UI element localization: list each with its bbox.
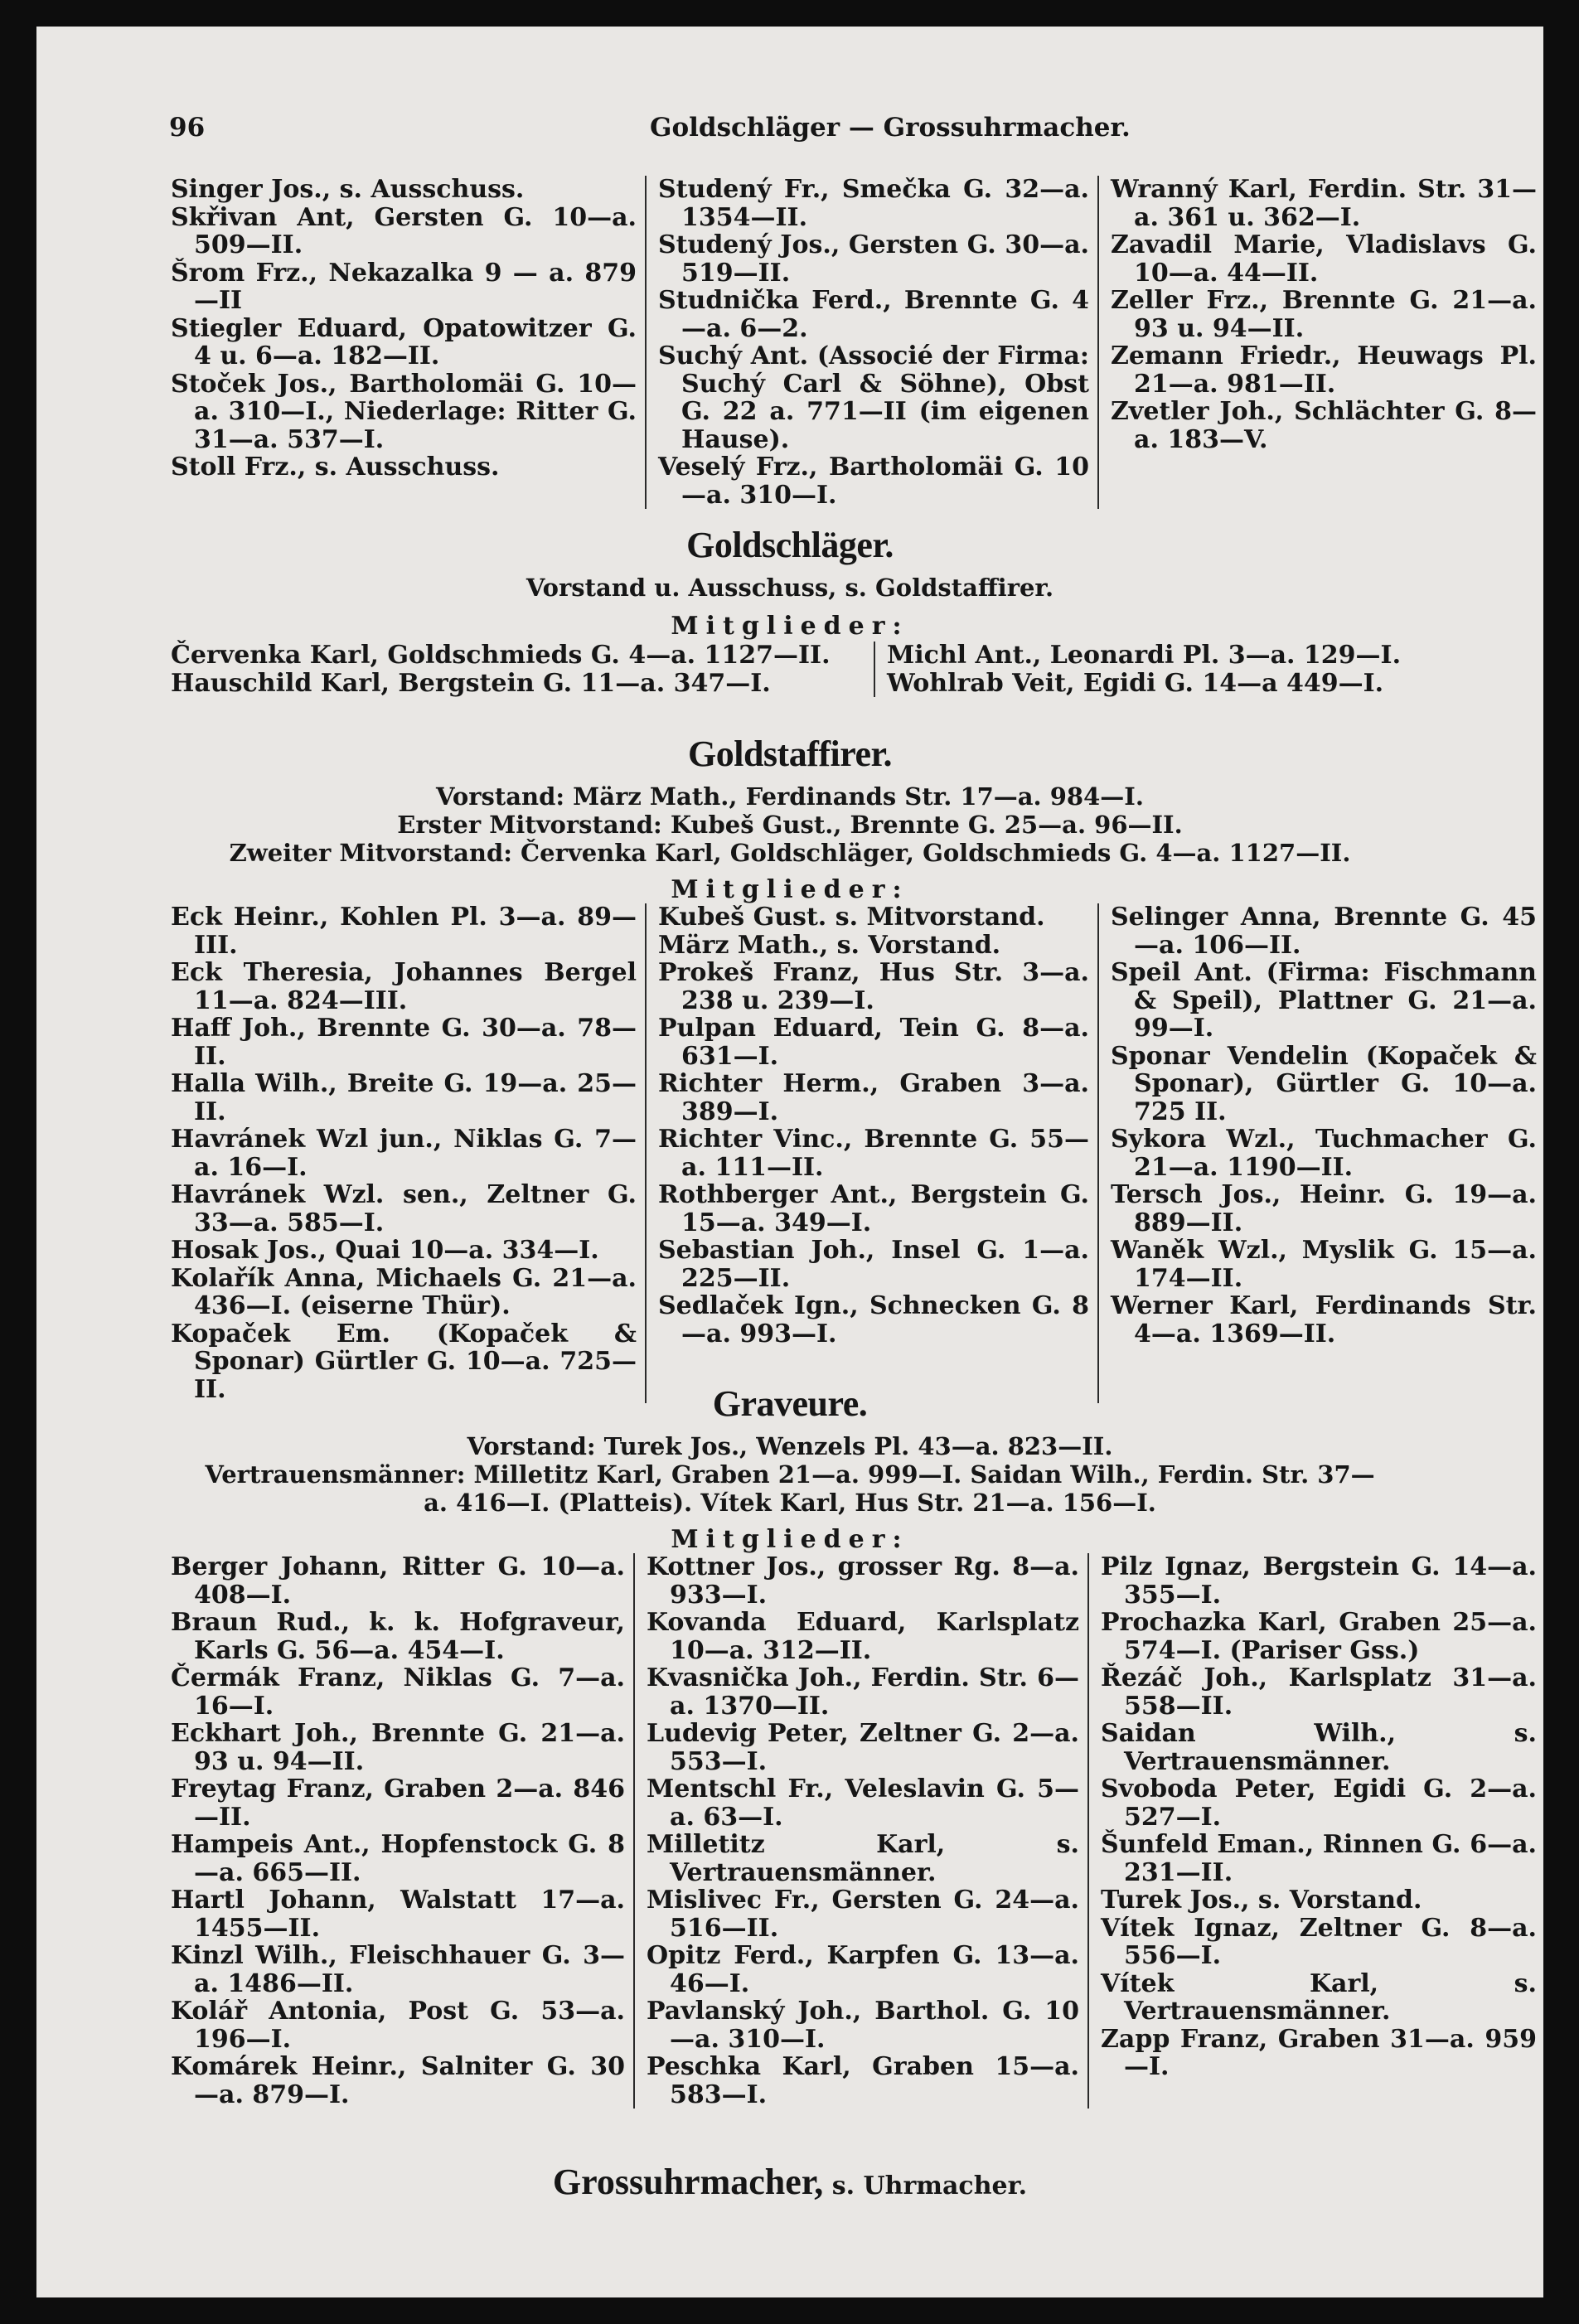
entry: Halla Wilh., Breite G. 19—a. 25—II.	[171, 1069, 637, 1126]
entry: Mentschl Fr., Veleslavin G. 5—a. 63—I.	[647, 1774, 1079, 1832]
footer-cross-reference	[36, 2161, 1543, 2203]
entry: Singer Jos., s. Ausschuss.	[171, 175, 525, 204]
goldstaffirer-erster-mitvorstand: Erster Mitvorstand: Kubeš Gust., Brennte G. 25—a. 96—II.	[397, 811, 1183, 839]
entry: Vítek Ignaz, Zeltner G. 8—a. 556—I.	[1101, 1913, 1537, 1970]
entry: Hauschild Karl, Bergstein G. 11—a. 347—I.	[171, 668, 771, 698]
section-title-goldschlaeger: Goldschläger.	[686, 525, 894, 565]
entry: Kovanda Eduard, Karlsplatz 10—a. 312—II.	[647, 1608, 1079, 1665]
entry: Waněk Wzl., Myslik G. 15—a. 174—II.	[1111, 1236, 1537, 1293]
entry: Šrom Frz., Nekazalka 9 — a. 879—II	[171, 258, 637, 315]
entry: Eckhart Joh., Brennte G. 21—a. 93 u. 94—II.	[171, 1719, 625, 1776]
entry: Kolář Antonia, Post G. 53—a. 196—I.	[171, 1997, 625, 2054]
graveure-vorstand: Vorstand: Turek Jos., Wenzels Pl. 43—a. 823—II.	[467, 1432, 1113, 1460]
entry: Šunfeld Eman., Rinnen G. 6—a. 231—II.	[1101, 1830, 1537, 1887]
entry: Milletitz Karl, s. Vertrauensmänner.	[647, 1830, 1079, 1887]
entry: Sebastian Joh., Insel G. 1—a. 225—II.	[658, 1236, 1089, 1293]
entry: Komárek Heinr., Salniter G. 30—a. 879—I.	[171, 2052, 625, 2109]
entry: Wranný Karl, Ferdin. Str. 31—a. 361 u. 362—I.	[1111, 175, 1537, 232]
graveure-vertrauensmaenner-2: a. 416—I. (Platteis). Vítek Karl, Hus Str. 21—a. 156—I.	[424, 1489, 1156, 1517]
graveure-col-2	[635, 1553, 1089, 2109]
entry: Zeller Frz., Brennte G. 21—a. 93 u. 94—II.	[1111, 286, 1537, 343]
entry: Turek Jos., s. Vorstand.	[1101, 1886, 1422, 1915]
entry: Kinzl Wilh., Fleischhauer G. 3—a. 1486—II.	[171, 1941, 625, 1998]
entry: Červenka Karl, Goldschmieds G. 4—a. 1127—II.	[171, 641, 831, 670]
graveure-col-1	[171, 1553, 635, 2109]
entry: Richter Herm., Graben 3—a. 389—I.	[658, 1069, 1089, 1126]
entry: Kubeš Gust. s. Mitvorstand.	[658, 903, 1045, 932]
goldstaffirer-columns	[171, 903, 1545, 1403]
entry: Berger Johann, Ritter G. 10—a. 408—I.	[171, 1552, 625, 1610]
entry: Braun Rud., k. k. Hofgraveur, Karls G. 56—a. 454—I.	[171, 1608, 625, 1665]
entry: Zapp Franz, Graben 31—a. 959—I.	[1101, 2024, 1537, 2081]
entry: Suchý Ant. (Associé der Firma: Suchý Carl & Söhne), Obst G. 22 a. 771—II (im eigenen Hause).	[658, 341, 1089, 454]
entry: Ludevig Peter, Zeltner G. 2—a. 553—I.	[647, 1719, 1079, 1776]
entry: März Math., s. Vorstand.	[658, 930, 1001, 960]
entry: Stiegler Eduard, Opatowitzer G. 4 u. 6—a. 182—II.	[171, 313, 637, 370]
section-title-goldstaffirer: Goldstaffirer.	[688, 734, 892, 774]
entry: Sponar Vendelin (Kopaček & Sponar), Gürtler G. 10—a. 725 II.	[1111, 1041, 1537, 1126]
entry: Havránek Wzl. sen., Zeltner G. 33—a. 585—I.	[171, 1180, 637, 1237]
entry: Selinger Anna, Brennte G. 45—a. 106—II.	[1111, 903, 1537, 960]
entry: Pavlanský Joh., Barthol. G. 10—a. 310—I.	[647, 1997, 1079, 2054]
entry: Richter Vinc., Brennte G. 55—a. 111—II.	[658, 1125, 1089, 1182]
entry: Řezáč Joh., Karlsplatz 31—a. 558—II.	[1101, 1663, 1537, 1721]
entry: Skřivan Ant, Gersten G. 10—a. 509—II.	[171, 202, 637, 259]
section-title-graveure: Graveure.	[712, 1383, 868, 1424]
goldstaffirer-vorstand: Vorstand: März Math., Ferdinands Str. 17—a. 984—I.	[436, 782, 1144, 811]
entry: Stoček Jos., Bartholomäi G. 10—a. 310—I., Niederlage: Ritter G. 31—a. 537—I.	[171, 369, 637, 454]
entry: Peschka Karl, Graben 15—a. 583—I.	[647, 2052, 1079, 2109]
graveure-col-3	[1089, 1553, 1545, 2109]
entry: Werner Karl, Ferdinands Str. 4—a. 1369—II.	[1111, 1291, 1537, 1348]
entry: Pulpan Eduard, Tein G. 8—a. 631—I.	[658, 1014, 1089, 1071]
graveure-vertrauensmaenner-1: Vertrauensmänner: Milletitz Karl, Graben 21—a. 999—I. Saidan Wilh., Ferdin. Str. 37—	[205, 1460, 1375, 1489]
entry: Opitz Ferd., Karpfen G. 13—a. 46—I.	[647, 1941, 1079, 1998]
entry: Zavadil Marie, Vladislavs G. 10—a. 44—II.	[1111, 230, 1537, 288]
entry: Kottner Jos., grosser Rg. 8—a. 933—I.	[647, 1552, 1079, 1610]
section-title-grossuhrmacher: Grossuhrmacher,	[552, 2162, 824, 2202]
entry: Sykora Wzl., Tuchmacher G. 21—a. 1190—II.	[1111, 1125, 1537, 1182]
goldschlaeger-col-1	[171, 642, 875, 697]
goldstaffirer-col-3	[1099, 903, 1545, 1403]
goldstaffirer-col-1	[171, 903, 647, 1403]
entry: Zemann Friedr., Heuwags Pl. 21—a. 981—II.	[1111, 341, 1537, 399]
entry: Veselý Frz., Bartholomäi G. 10—a. 310—I.	[658, 453, 1089, 510]
top-col-1	[171, 176, 647, 509]
entry: Studený Fr., Smečka G. 32—a. 1354—II.	[658, 175, 1089, 232]
entry: Rothberger Ant., Bergstein G. 15—a. 349—I.	[658, 1180, 1089, 1237]
entry: Eck Theresia, Johannes Bergel 11—a. 824—III.	[171, 958, 637, 1015]
entry: Speil Ant. (Firma: Fischmann & Speil), Plattner G. 21—a. 99—I.	[1111, 958, 1537, 1043]
entry: Michl Ant., Leonardi Pl. 3—a. 129—I.	[887, 641, 1402, 670]
entry: Hampeis Ant., Hopfenstock G. 8—a. 665—II.	[171, 1830, 625, 1887]
entry: Prochazka Karl, Graben 25—a. 574—I. (Pariser Gss.)	[1101, 1608, 1537, 1665]
entry: Studnička Ferd., Brennte G. 4—a. 6—2.	[658, 286, 1089, 343]
entry: Tersch Jos., Heinr. G. 19—a. 889—II.	[1111, 1180, 1537, 1237]
entry: Hartl Johann, Walstatt 17—a. 1455—II.	[171, 1886, 625, 1943]
entry: Pilz Ignaz, Bergstein G. 14—a. 355—I.	[1101, 1552, 1537, 1610]
entry: Haff Joh., Brennte G. 30—a. 78—II.	[171, 1014, 637, 1071]
graveure-mitglieder-label: Mitglieder:	[671, 1525, 909, 1554]
entry: Zvetler Joh., Schlächter G. 8—a. 183—V.	[1111, 397, 1537, 454]
entry: Stoll Frz., s. Ausschuss.	[171, 453, 500, 482]
entry: Vítek Karl, s. Vertrauensmänner.	[1101, 1968, 1537, 2026]
page-header	[169, 113, 1412, 154]
entry: Mislivec Fr., Gersten G. 24—a. 516—II.	[647, 1886, 1079, 1943]
goldstaffirer-col-2	[647, 903, 1099, 1403]
goldschlaeger-vorstand: Vorstand u. Ausschuss, s. Goldstaffirer.	[526, 574, 1054, 602]
page-number: 96	[169, 113, 206, 143]
entry: Prokeš Franz, Hus Str. 3—a. 238 u. 239—I.	[658, 958, 1089, 1015]
top-col-2	[647, 176, 1099, 509]
goldstaffirer-zweiter-mitvorstand: Zweiter Mitvorstand: Červenka Karl, Goldschläger, Goldschmieds G. 4—a. 1127—II.	[229, 839, 1351, 867]
cross-reference-note: s. Uhrmacher.	[823, 2171, 1028, 2201]
entry: Freytag Franz, Graben 2—a. 846—II.	[171, 1774, 625, 1832]
directory-page	[36, 27, 1543, 2297]
entry: Svoboda Peter, Egidi G. 2—a. 527—I.	[1101, 1774, 1537, 1832]
running-title: Goldschläger — Grossuhrmacher.	[650, 113, 1131, 143]
entry: Kopaček Em. (Kopaček & Sponar) Gürtler G. 10—a. 725—II.	[171, 1319, 637, 1404]
entry: Kvasnička Joh., Ferdin. Str. 6—a. 1370—II.	[647, 1663, 1079, 1721]
top-col-3	[1099, 176, 1545, 509]
entry: Studený Jos., Gersten G. 30—a. 519—II.	[658, 230, 1089, 288]
top-columns	[171, 176, 1545, 509]
entry: Wohlrab Veit, Egidi G. 14—a 449—I.	[887, 668, 1384, 698]
entry: Hosak Jos., Quai 10—a. 334—I.	[171, 1236, 599, 1265]
entry: Eck Heinr., Kohlen Pl. 3—a. 89—III.	[171, 903, 637, 960]
goldstaffirer-mitglieder-label: Mitglieder:	[671, 875, 909, 904]
entry: Sedlaček Ign., Schnecken G. 8—a. 993—I.	[658, 1291, 1089, 1348]
graveure-columns	[171, 1553, 1545, 2109]
goldschlaeger-columns	[171, 642, 1522, 697]
entry: Saidan Wilh., s. Vertrauensmänner.	[1101, 1719, 1537, 1776]
entry: Havránek Wzl jun., Niklas G. 7—a. 16—I.	[171, 1125, 637, 1182]
goldschlaeger-col-2	[875, 642, 1522, 697]
goldschlaeger-mitglieder-label: Mitglieder:	[671, 612, 909, 641]
entry: Kolařík Anna, Michaels G. 21—a. 436—I. (eiserne Thür).	[171, 1263, 637, 1320]
entry: Čermák Franz, Niklas G. 7—a. 16—I.	[171, 1663, 625, 1721]
